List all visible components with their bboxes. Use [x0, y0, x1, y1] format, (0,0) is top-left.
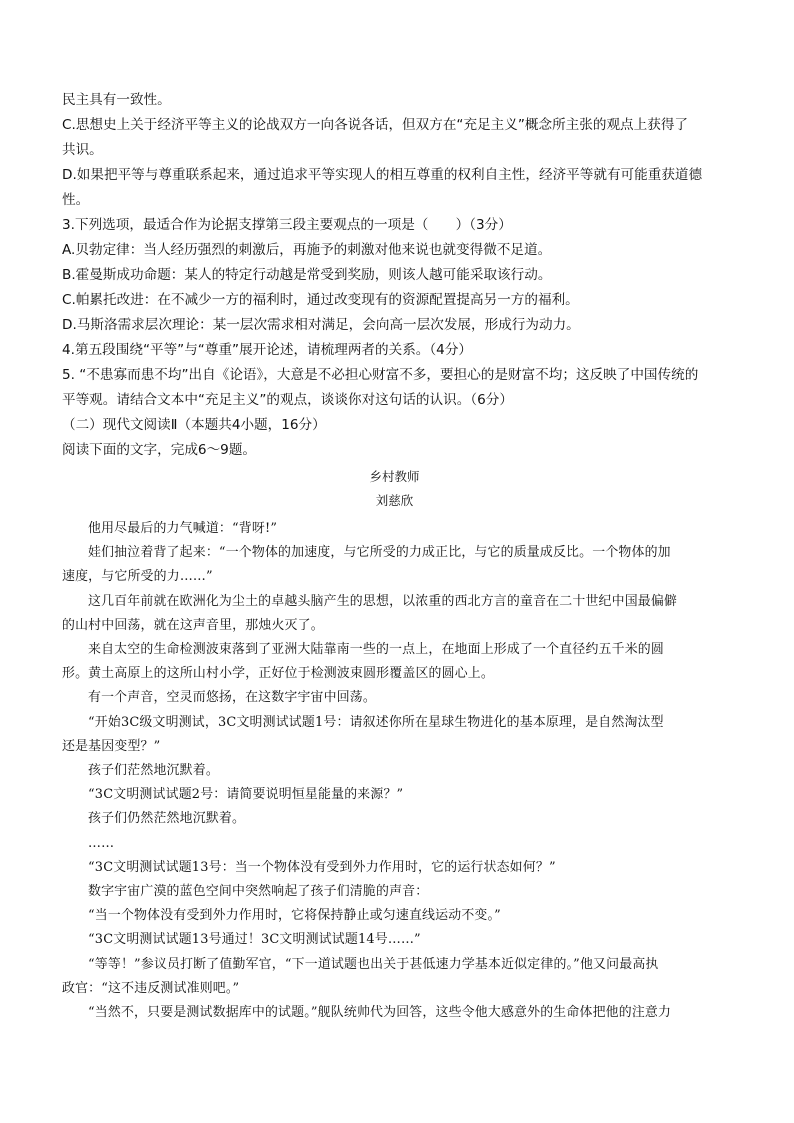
question-4: 4.第五段围绕“平等”与“尊重”展开论述，请梳理两者的关系。（4分） — [62, 342, 473, 358]
story-line: 孩子们仍然茫然地沉默着。 — [88, 811, 246, 827]
story-line: 还是基因变型？” — [62, 738, 161, 754]
story-line: “当一个物体没有受到外力作用时，它将保持静止或匀速直线运动不变。” — [88, 908, 501, 924]
question-3-option-b: B.霍曼斯成功命题：某人的特定行动越是常受到奖励，则该人越可能采取该行动。 — [62, 267, 552, 283]
story-title: 乡村教师 — [369, 469, 420, 484]
question-3-option-c: C.帕累托改进：在不减少一方的福利时，通过改变现有的资源配置提高另一方的福利。 — [62, 292, 579, 308]
option-c-line: C.思想史上关于经济平等主义的论战双方一向各说各话，但双方在“充足主义”概念所主张的观点上获得了 — [62, 117, 689, 133]
story-line: 来自太空的生命检测波束落到了亚洲大陆靠南一些的一点上，在地面上形成了一个直径约五千米的圆 — [88, 642, 664, 658]
story-author: 刘慈欣 — [375, 493, 414, 508]
story-line: 孩子们茫然地沉默着。 — [88, 763, 219, 779]
story-line: “等等！”参议员打断了值勤军官，“下一道试题也出关于甚低速力学基本近似定律的。”他又问最高执 — [88, 956, 659, 972]
story-line: 政官：“这不违反测试准则吧。” — [62, 980, 240, 996]
text-line: 民主具有一致性。 — [62, 92, 171, 108]
text-line: 共识。 — [62, 142, 103, 158]
section-instruction: 阅读下面的文字，完成6～9题。 — [62, 442, 257, 458]
story-line: 有一个声音，空灵而悠扬，在这数字宇宙中回荡。 — [88, 690, 376, 706]
question-5-cont: 平等观。请结合文本中“充足主义”的观点，谈谈你对这句话的认识。（6分） — [62, 392, 513, 408]
story-section — [62, 465, 727, 1025]
questions-section — [62, 88, 727, 463]
section-heading: （二）现代文阅读Ⅱ（本题共4小题，16分） — [62, 417, 326, 433]
story-line: “开始3C级文明测试，3C文明测试试题1号：请叙述你所在星球生物进化的基本原理，是自然淘汰型 — [88, 714, 664, 730]
story-line: “3C文明测试试题13号：当一个物体没有受到外力作用时，它的运行状态如何？” — [88, 859, 556, 875]
text-line: 性。 — [62, 192, 90, 208]
question-5: 5. “不患寡而患不均”出自《论语》，大意是不必担心财富不多，要担心的是财富不均；这反映了中国传统的 — [62, 367, 699, 383]
question-3-option-d: D.马斯洛需求层次理论：某一层次需求相对满足，会向高一层次发展，形成行为动力。 — [62, 317, 580, 333]
story-line: …… — [88, 835, 115, 851]
story-line: 他用尽最后的力气喊道：“背呀!” — [88, 521, 278, 536]
story-line: 速度，与它所受的力……” — [62, 569, 213, 585]
story-line: 的山村中回荡，就在这声音里，那烛火灭了。 — [62, 617, 324, 633]
story-line: 形。黄土高原上的这所山村小学，正好位于检测波束圆形覆盖区的圆心上。 — [62, 666, 494, 682]
question-3-option-a: A.贝勃定律：当人经历强烈的刺激后，再施予的刺激对他来说也就变得微不足道。 — [62, 242, 552, 258]
story-line: 这几百年前就在欧洲化为尘土的卓越头脑产生的思想，以浓重的西北方言的童音在二十世纪中国最偏僻 — [88, 593, 678, 609]
option-d-line: D.如果把平等与尊重联系起来，通过追求平等实现人的相互尊重的权利自主性，经济平等就有可能重获道德 — [62, 167, 703, 183]
story-line: 数字宇宙广漠的蓝色空间中突然响起了孩子们清脆的声音： — [88, 884, 429, 900]
story-line: “当然不，只要是测试数据库中的试题。”舰队统帅代为回答，这些令他大感意外的生命体把他的注意力 — [88, 1005, 672, 1021]
story-line: “3C文明测试试题2号：请简要说明恒星能量的来源？” — [88, 787, 404, 803]
question-3: 3.下列选项，最适合作为论据支撑第三段主要观点的一项是（ ）（3分） — [62, 217, 512, 233]
story-line: “3C文明测试试题13号通过！3C文明测试试题14号……” — [88, 932, 421, 948]
story-line: 娃们抽泣着背了起来：“一个物体的加速度，与它所受的力成正比，与它的质量成反比。一个物体的加 — [88, 545, 671, 561]
